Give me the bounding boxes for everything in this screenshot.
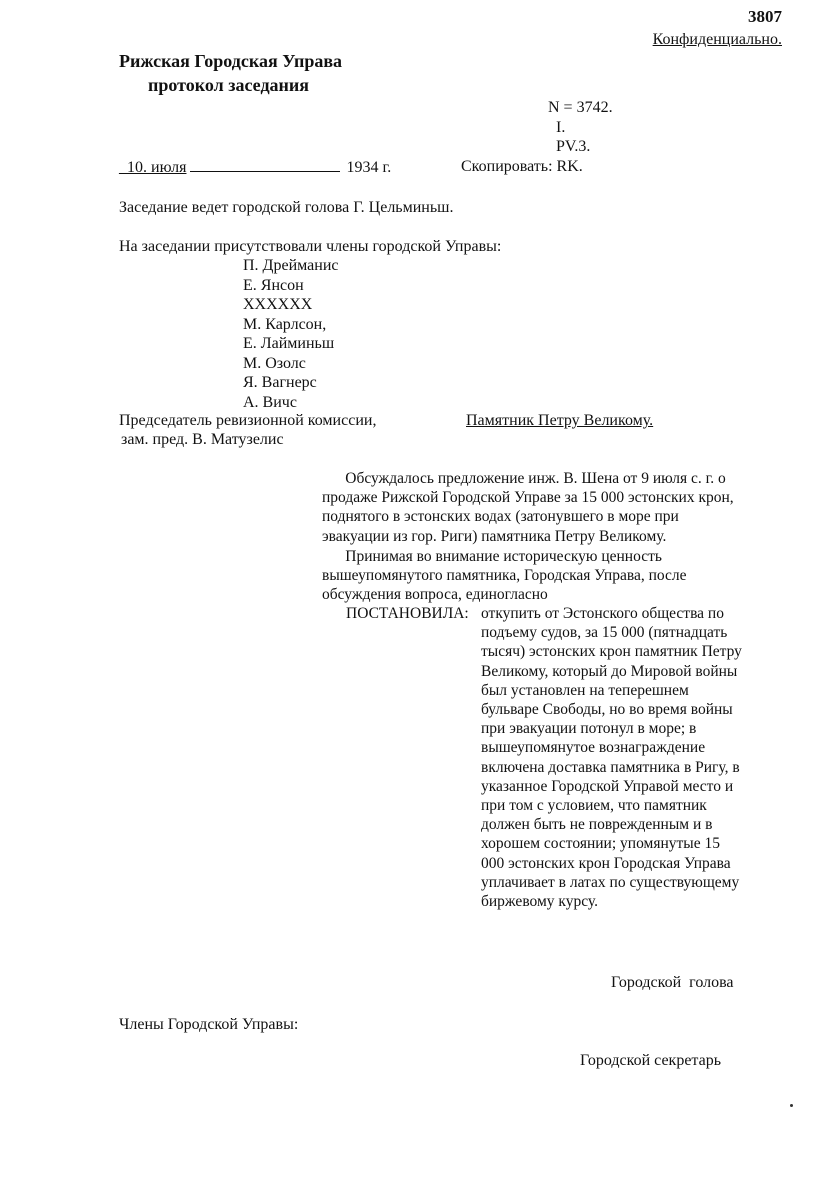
- members-list: [243, 256, 338, 412]
- decree-line: 000 эстонских крон Городская Управа: [481, 854, 731, 872]
- paragraph-line: поднятого в эстонских водах (затонувшего в море при: [322, 508, 679, 526]
- audit-commission-chair: Председатель ревизионной комиссии,: [119, 412, 377, 429]
- present-intro: На заседании присутствовали члены городской Управы:: [119, 238, 502, 255]
- decree-line: при эвакуации потонул в море; в: [481, 720, 697, 738]
- decree-line: бульваре Свободы, но во время войны: [481, 701, 733, 719]
- paragraph-line: вышеупомянутого памятника, Городская Управа, после: [322, 567, 687, 585]
- meeting-date: [119, 157, 391, 177]
- paragraph-consideration: [322, 547, 792, 605]
- decree-line: подъему судов, за 15 000 (пятнадцать: [481, 624, 728, 642]
- copy-note: Скопировать: RK.: [461, 158, 583, 175]
- document-number: 3807: [748, 7, 782, 26]
- decree-line: указанное Городской Управой место и: [481, 777, 734, 795]
- paragraph-line: Принимая во внимание историческую ценность: [322, 548, 662, 565]
- decree-line: был установлен на теперешнем: [481, 681, 689, 699]
- reference-roman: I.: [556, 119, 566, 136]
- decree-label: ПОСТАНОВИЛА:: [346, 605, 469, 622]
- signature-mayor: Городской голова: [611, 974, 734, 991]
- reference-number: N = 3742.: [548, 99, 613, 116]
- meeting-chair: Заседание ведет городской голова Г. Цельминьш.: [119, 199, 454, 216]
- member-item: XXXXXX: [243, 296, 313, 313]
- scan-speck: [790, 1104, 793, 1107]
- decree-line: должен быть не поврежденным и в: [481, 816, 713, 834]
- signature-members: Члены Городской Управы:: [119, 1016, 299, 1033]
- decree-line: вышеупомянутое вознаграждение: [481, 739, 706, 757]
- paragraph-line: Обсуждалось предложение инж. В. Шена от 9 июля с. г. о: [322, 470, 726, 487]
- audit-commission-deputy: зам. пред. В. Матузелис: [121, 431, 284, 448]
- member-item: М. Озолс: [243, 354, 306, 372]
- date-year: 1934 г.: [346, 159, 392, 176]
- paragraph-line: продаже Рижской Городской Управе за 15 000 эстонских крон,: [322, 489, 734, 507]
- decree-line: при том с условием, что памятник: [481, 797, 707, 815]
- decree-line: тысяч) эстонских крон памятник Петру: [481, 643, 742, 661]
- member-item: Я. Вагнерс: [243, 374, 317, 391]
- decree-line: уплачивает в латах по существующему: [481, 873, 740, 891]
- decree-line: откупить от Эстонского общества по: [481, 605, 724, 622]
- decree-line: биржевому курсу.: [481, 893, 598, 911]
- paragraph-line: обсуждения вопроса, единогласно: [322, 586, 548, 604]
- paragraph-line: эвакуации из гор. Риги) памятника Петру Великому.: [322, 527, 667, 545]
- organization-title: Рижская Городская Управа: [119, 51, 343, 71]
- agenda-topic: Памятник Петру Великому.: [466, 412, 654, 429]
- decree-line: включена доставка памятника в Ригу, в: [481, 758, 740, 776]
- decree-text: [481, 604, 742, 911]
- paragraph-discussion: [322, 469, 792, 546]
- decree-line: хорошем состоянии; упомянутые 15: [481, 835, 720, 853]
- decree-line: Великому, который до Мировой войны: [481, 662, 738, 680]
- reference-pv: PV.3.: [556, 138, 591, 155]
- member-item: Е. Янсон: [243, 276, 304, 294]
- confidential-mark: Конфиденциально.: [652, 31, 782, 48]
- member-item: Е. Лайминьш: [243, 335, 335, 352]
- member-item: М. Карлсон,: [243, 315, 327, 333]
- signature-secretary: Городской секретарь: [580, 1052, 722, 1069]
- member-item: П. Дрейманис: [243, 257, 339, 274]
- date-underline: [190, 157, 340, 172]
- member-item: А. Вичс: [243, 393, 297, 411]
- date-day-month: _10. июля: [119, 159, 187, 176]
- document-subtitle: протокол заседания: [148, 75, 310, 95]
